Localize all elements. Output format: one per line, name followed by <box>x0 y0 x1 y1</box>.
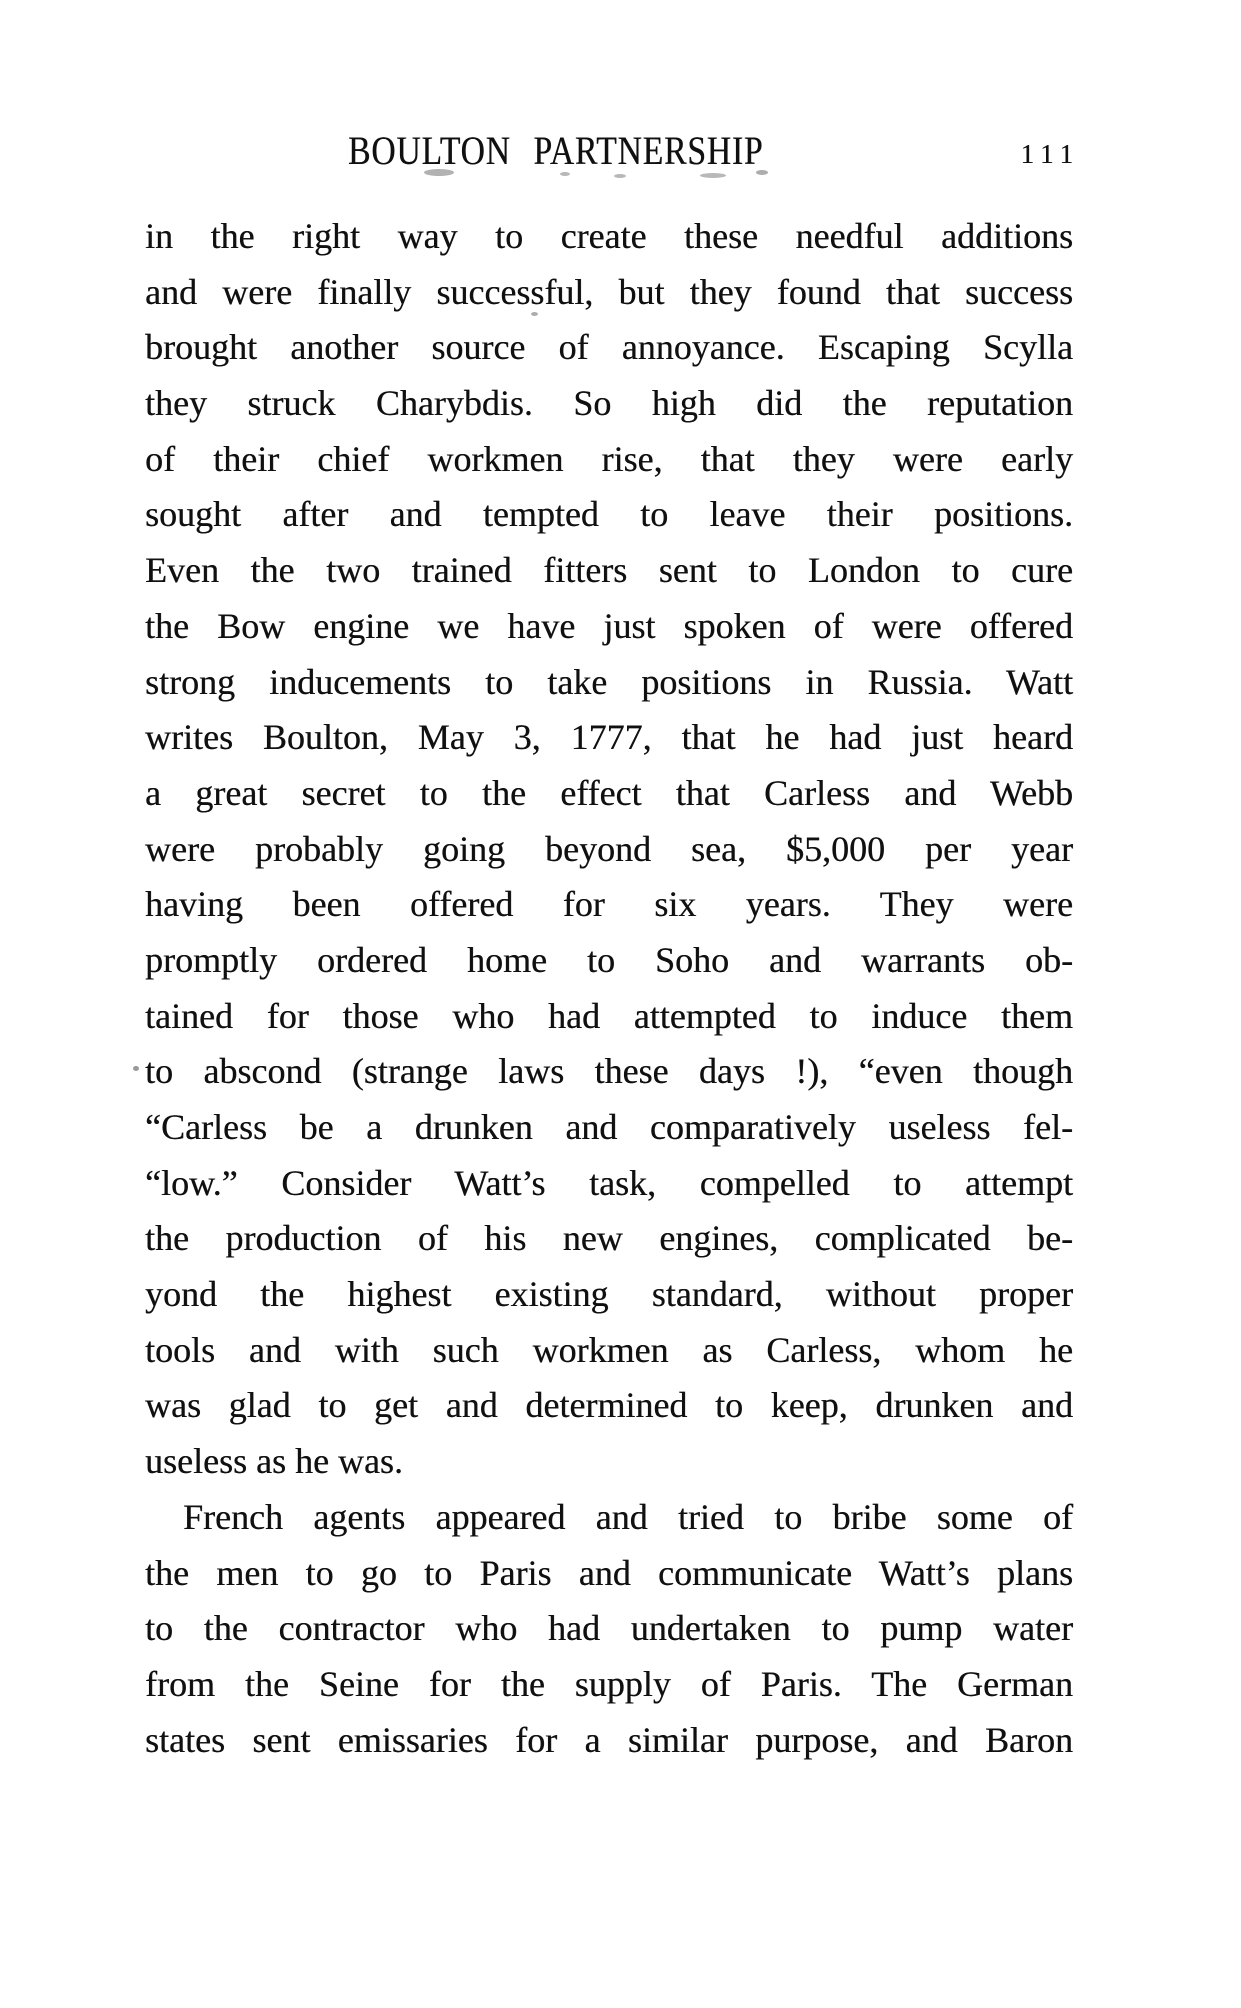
text-line: writes Boulton, May 3, 1777, that he had just heard <box>145 717 1073 758</box>
text-line: a great secret to the effect that Carless and Webb <box>145 772 1073 813</box>
text-line: was glad to get and determined to keep, drunken and <box>145 1385 1073 1426</box>
text-line: having been offered for six years. They were <box>145 884 1073 925</box>
scan-artifact <box>424 169 454 176</box>
text-line: states sent emissaries for a similar purpose, and Baron <box>145 1719 1073 1760</box>
text-line: tained for those who had attempted to induce them <box>145 995 1073 1036</box>
text-line: yond the highest existing standard, without proper <box>145 1274 1073 1315</box>
text-line: to abscond (strange laws these days !), “even though <box>145 1051 1073 1092</box>
text-line: in the right way to create these needful additions <box>145 216 1073 256</box>
page-header <box>0 0 1241 200</box>
scan-artifact <box>531 312 538 316</box>
text-line-paragraph-end: useless as he was. <box>145 1441 403 1482</box>
text-line: strong inducements to take positions in Russia. Watt <box>145 661 1073 702</box>
scan-artifact <box>756 170 768 175</box>
page-number: 111 <box>1020 139 1080 169</box>
text-line: Even the two trained fitters sent to London to cure <box>145 550 1073 591</box>
text-line: brought another source of annoyance. Escaping Scylla <box>145 327 1073 368</box>
text-line: of their chief workmen rise, that they were early <box>145 438 1073 479</box>
text-line: tools and with such workmen as Carless, whom he <box>145 1329 1073 1370</box>
scan-artifact <box>700 173 726 178</box>
running-head-title: BOULTON PARTNERSHIP <box>348 128 764 173</box>
text-line: sought after and tempted to leave their positions. <box>145 494 1073 535</box>
text-line: “low.” Consider Watt’s task, compelled to attempt <box>145 1162 1073 1203</box>
text-line-paragraph-start: French agents appeared and tried to bribe some of <box>183 1496 1073 1537</box>
page-body <box>145 209 1073 1768</box>
text-line: the men to go to Paris and communicate Watt’s plans <box>145 1552 1073 1593</box>
text-line: from the Seine for the supply of Paris. The German <box>145 1663 1073 1704</box>
text-line: “Carless be a drunken and comparatively useless fel- <box>145 1107 1073 1147</box>
text-line: they struck Charybdis. So high did the reputation <box>145 383 1073 424</box>
text-line: the Bow engine we have just spoken of were offered <box>145 605 1073 646</box>
text-line: the production of his new engines, complicated be- <box>145 1218 1073 1259</box>
scan-artifact <box>614 174 626 178</box>
text-line: and were finally successful, but they found that success <box>145 271 1073 312</box>
scan-artifact <box>133 1066 139 1071</box>
text-line: to the contractor who had undertaken to pump water <box>145 1608 1073 1649</box>
text-line: promptly ordered home to Soho and warrants ob- <box>145 939 1073 980</box>
text-line: were probably going beyond sea, $5,000 per year <box>145 828 1073 869</box>
scan-artifact <box>560 172 570 176</box>
